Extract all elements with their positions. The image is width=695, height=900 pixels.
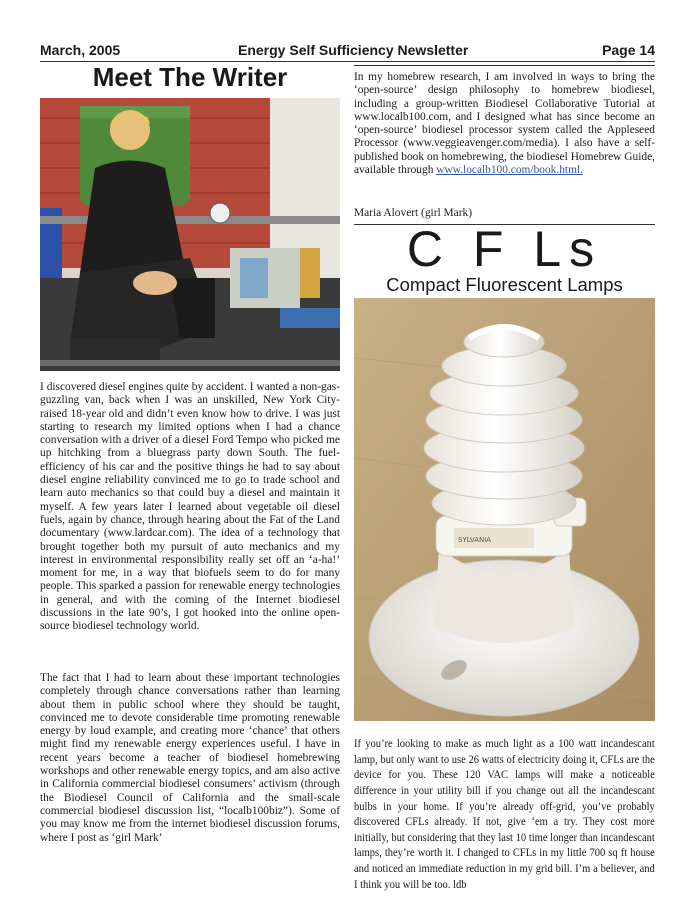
cfl-paragraph: If you’re looking to make as much light as a 100 watt incandescant lamp, but only want to use 26 watts of electricity doing it, CFLs are the device for you. These 120 VAC lamps will make a noticeable difference in your utility bill if you change out all the incandescant bulbs in your home. If you’re already off-grid, you’ve probably discovered CFLs already. If not, give ‘em a try. They cost more initially, but considering that they last 10 time longer than incandescant lamps, they’re worth it. I changed to CFLs in my little 700 sq ft house and noticed an immediate reduction in my grid bill. I’m a believer, and I think you will be too. ldb: [354, 738, 655, 891]
writer-paragraph-2: The fact that I had to learn about these important technologies completely through chance conversations rather than learning about them in public school where they should be taught, convinced me to devote considerable time promoting renewable energy by loud example, and creating more ‘chance’ that others might find my renewable energy experiences useful. I have in recent years become a teacher of biodiesel homebrewing workshops and other renewable energy topics, and am also active in California commercial biodiesel consumers’ activism (through the Biodiesel Council of California and the small-scale commercial biodiesel discussion list, “localb100biz”). Some of you may know me from the internet biodiesel discussion forums, where I post as ‘girl Mark’: [40, 672, 340, 844]
book-link[interactable]: www.localb100.com/book.html.: [436, 164, 583, 177]
newsletter-title: Energy Self Sufficiency Newsletter: [238, 42, 469, 58]
writer-photo: [40, 98, 340, 371]
writer-paragraph-3: [354, 71, 655, 177]
writer-paragraph-1: I discovered diesel engines quite by accident. I wanted a non-gas-guzzling van, back when I was an unskilled, New York City-raised 18-year old and didn’t even know how to drive. I was just starting to research my limited options when I had a chance conversation with a driver of a diesel Ford Tempo who picked me up hitchking from a bluegrass party down South. The fuel-efficiency of his car and the positive things he had to say about diesel engine reliability convinced me to go to trade school and learn auto mechanics so that could buy a diesel and maintain it myself. A few years later I learned about vegetable oil diesel fuels, again by chance, through hearing about the Fat of the Land documentary (www.lardcar.com). The idea of a technology that brought together both my pursuit of auto mechanics and my interest in environmental responsibility really set off an ‘a-ha!’ moment for me, in a way that biofuels seem to do for many people. This sparked a passion for renewable energy technologies in general, and with the coming of the Internet biodiesel discussions in the late 90’s, I got hooked into the online open-source biodiesel technology world.: [40, 381, 340, 633]
column-rule-top: [354, 65, 655, 66]
writer-paragraph-3-text: In my homebrew research, I am involved in ways to bring the ‘open-source’ design philosophy to homebrew biodiesel, including a group-written Biodiesel Collaborative Tutorial at www.localb100.com, and I designed what has since become an ‘open-source’ biodiesel processor system called the Appleseed Processor (www.veggieavenger.com/media). I also have a self-published book on homebrewing, the biodiesel Homebrew Guide, available through: [354, 71, 655, 177]
writer-section-title: Meet The Writer: [92, 62, 288, 92]
cfl-lamp-photo: [354, 298, 655, 721]
page-header: [40, 42, 655, 60]
issue-date: March, 2005: [40, 42, 121, 58]
writer-signature: Maria Alovert (girl Mark): [354, 207, 472, 219]
cfl-section-subtitle: Compact Fluorescent Lamps: [386, 274, 623, 295]
page-number: Page 14: [602, 42, 655, 58]
svg-text:SYLVANIA: SYLVANIA: [458, 536, 492, 544]
cfl-section-title: C F Ls: [406, 221, 603, 277]
